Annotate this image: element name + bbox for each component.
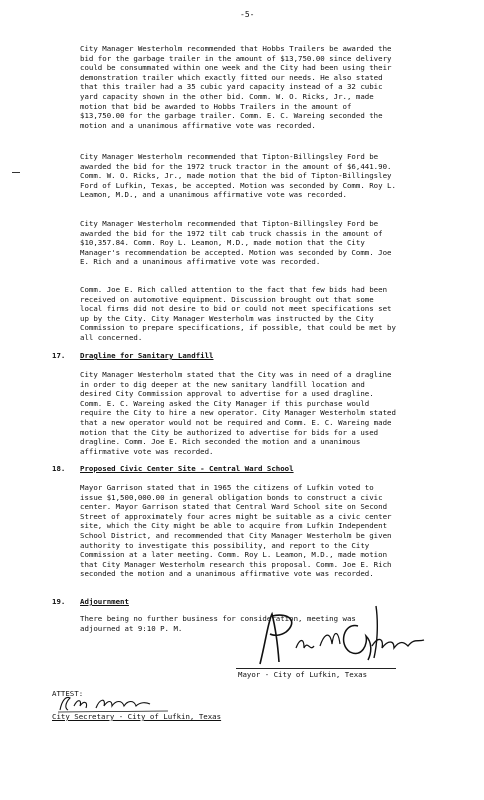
mayor-caption: Mayor - City of Lufkin, Texas — [238, 670, 368, 679]
section-title-adjournment: Adjournment — [80, 597, 129, 606]
section-title-civic-center: Proposed Civic Center Site - Central Ward School — [80, 464, 294, 473]
secretary-caption: City Secretary - City of Lufkin, Texas — [52, 712, 222, 721]
paragraph-garbage-trailer-bid: City Manager Westerholm recommended that Hobbs Trailers be awarded the bid for the garbage trailer in the amount of $13,750.00 since delivery could be consummated within one week and the City had been using their demonstration trailer which exactly fitted our needs. He also stated that this trailer had a 35 cubic yard capacity instead of a 32 cubic yard capacity shown in the other bid. Comm. W. O. Ricks, Jr., made motion that bid be awarded to Hobbs Trailers in the amount of $13,750.00 for the garbage trailer. Comm. E. C. Wareing seconded the motion and a unanimous affirmative vote was recorded. — [80, 44, 392, 130]
section-number-19: 19. — [52, 597, 66, 606]
secretary-signature — [56, 692, 176, 714]
paragraph-automotive-bids-discussion: Comm. Joe E. Rich called attention to the fact that few bids had been received on automotive equipment. Discussion brought out that some local firms did not desire to bid or could not meet specifications set up by the City. City Manager Westerholm was instructed by the City Commission to prepare specifications, if possible, that could be met by all concerned. — [80, 285, 396, 342]
paragraph-adjournment: There being no further business for consideration, meeting was adjourned at 9:10 P. M. — [80, 614, 356, 633]
paragraph-dragline: City Manager Westerholm stated that the City was in need of a dragline in order to dig deeper at the new sanitary landfill location and desired City Commission approval to advertise for a used dragline. Comm. E. C. Wareing asked the City Manager if this purchase would require the City to hire a new operator. City Manager Westerholm stated that a new operator would not be required and Comm. E. C. Wareing made motion that the City be authorized to advertise for bids for a used dragline. Comm. Joe E. Rich seconded the motion and a unanimous affirmative vote was recorded. — [80, 370, 396, 456]
page-number: -5- — [240, 10, 255, 19]
mayor-signature-line — [236, 668, 396, 669]
mayor-signature — [238, 600, 428, 670]
paragraph-truck-tractor-bid: City Manager Westerholm recommended that Tipton-Billingsley Ford be awarded the bid for the 1972 truck tractor in the amount of $6,441.90. Comm. W. O. Ricks, Jr., made motion that the bid of Tipton-Billingsley Ford of Lufkin, Texas, be accepted. Motion was seconded by Comm. Roy L. Leamon, M.D., and a unanimous affirmative vote was recorded. — [80, 152, 396, 200]
paragraph-civic-center: Mayor Garrison stated that in 1965 the citizens of Lufkin voted to issue $1,500,000.00 in general obligation bonds to construct a civic center. Mayor Garrison stated that Central Ward School site on Second Street of approximately four acres might be suitable as a civic center site, which the City might be able to acquire from Lufkin Independent School District, and recommended that City Manager Westerholm be given authority to investigate this possibility, and report to the City Commission at a later meeting. Comm. Roy L. Leamon, M.D., made motion that City Manager Westerholm research this proposal. Comm. Joe E. Rich seconded the motion and a unanimous affirmative vote was recorded. — [80, 483, 392, 579]
paragraph-truck-chassis-bid: City Manager Westerholm recommended that Tipton-Billingsley Ford be awarded the bid for the 1972 tilt cab truck chassis in the amount of $10,357.84. Comm. Roy L. Leamon, M.D., made motion that the City Manager's recommendation be accepted. Motion was seconded by Comm. Joe E. Rich and a unanimous affirmative vote was recorded. — [80, 219, 392, 267]
section-number-17: 17. — [52, 351, 66, 360]
attest-label: ATTEST: — [52, 689, 84, 698]
section-number-18: 18. — [52, 464, 66, 473]
section-title-dragline: Dragline for Sanitary Landfill — [80, 351, 214, 360]
margin-mark — [12, 172, 20, 173]
